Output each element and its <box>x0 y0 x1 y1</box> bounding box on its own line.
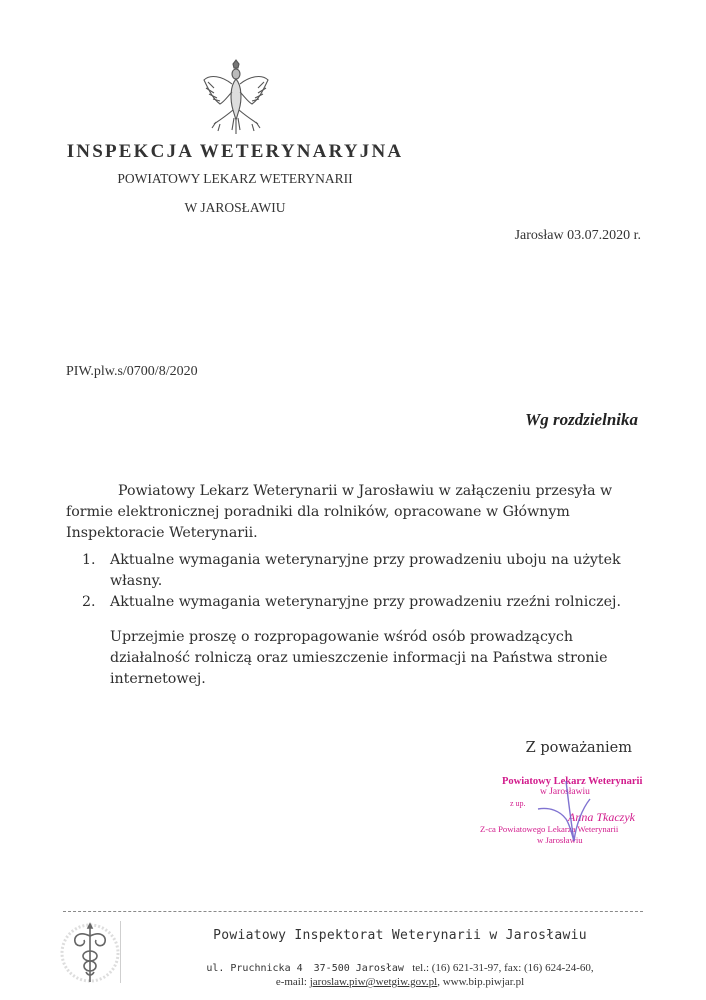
footer-address <box>140 962 660 974</box>
footer-contact <box>140 976 660 988</box>
recipient: Wg rozdzielnika <box>525 410 638 429</box>
footer-postal: 37-500 Jarosław <box>313 963 404 974</box>
footer-divider <box>63 911 643 912</box>
caduceus-emblem-icon <box>60 920 124 986</box>
footer-website[interactable]: , www.bip.piwjar.pl <box>437 976 525 988</box>
footer-email-link[interactable]: jaroslaw.piw@wetgiw.gov.pl <box>309 976 438 988</box>
intro-text: Powiatowy Lekarz Weterynarii w Jarosławiu w załączeniu przesyła w formie elektronicznej poradniki dla rolników, opracowane w Głównym Inspektoracie Weterynarii. <box>66 483 613 541</box>
organization-title: INSPEKCJA WETERYNARYJNA <box>66 141 404 162</box>
stamp-signer-role: Z-ca Powiatowego Lekarza Weterynarii <box>480 824 619 834</box>
footer-email-label: e-mail: <box>275 976 307 988</box>
stamp-title: Powiatowy Lekarz Weterynarii <box>502 776 643 787</box>
request-paragraph: Uprzejmie proszę o rozpropagowanie wśród osób prowadzących działalność rolniczą oraz umieszczenie informacji na Państwa stronie internetowej. <box>110 629 608 687</box>
organization-location: W JAROSŁAWIU <box>184 200 286 215</box>
stamp-proxy: z up. <box>510 799 526 808</box>
stamp-signer-location: w Jarosławiu <box>537 835 583 845</box>
footer-street: ul. Pruchnicka 4 <box>206 963 303 974</box>
date-line: Jarosław 03.07.2020 r. <box>514 228 641 243</box>
list-item <box>82 550 642 592</box>
attachment-list <box>82 550 642 613</box>
closing-salutation: Z poważaniem <box>525 740 632 756</box>
reference-number: PIW.plw.s/0700/8/2020 <box>66 364 198 379</box>
intro-paragraph <box>66 481 626 544</box>
list-item-number: 1. <box>82 552 96 568</box>
stamp-signer-name: Anna Tkaczyk <box>568 810 635 824</box>
list-item-number: 2. <box>82 594 96 610</box>
organization-subtitle: POWIATOWY LEKARZ WETERYNARII <box>117 171 353 186</box>
list-item <box>82 592 642 613</box>
polish-eagle-emblem-icon <box>200 58 272 138</box>
footer-separator <box>120 921 121 983</box>
list-item-text: Aktualne wymagania weterynaryjne przy prowadzeniu rzeźni rolniczej. <box>110 594 621 610</box>
footer-phones: tel.: (16) 621-31-97, fax: (16) 624-24-60, <box>412 962 594 974</box>
stamp-location: w Jarosławiu <box>540 787 590 797</box>
list-item-text: Aktualne wymagania weterynaryjne przy prowadzeniu uboju na użytek własny. <box>110 552 621 589</box>
handwritten-signature <box>530 775 610 855</box>
footer-institution-name: Powiatowy Inspektorat Weterynarii w Jarosławiu <box>213 928 587 943</box>
